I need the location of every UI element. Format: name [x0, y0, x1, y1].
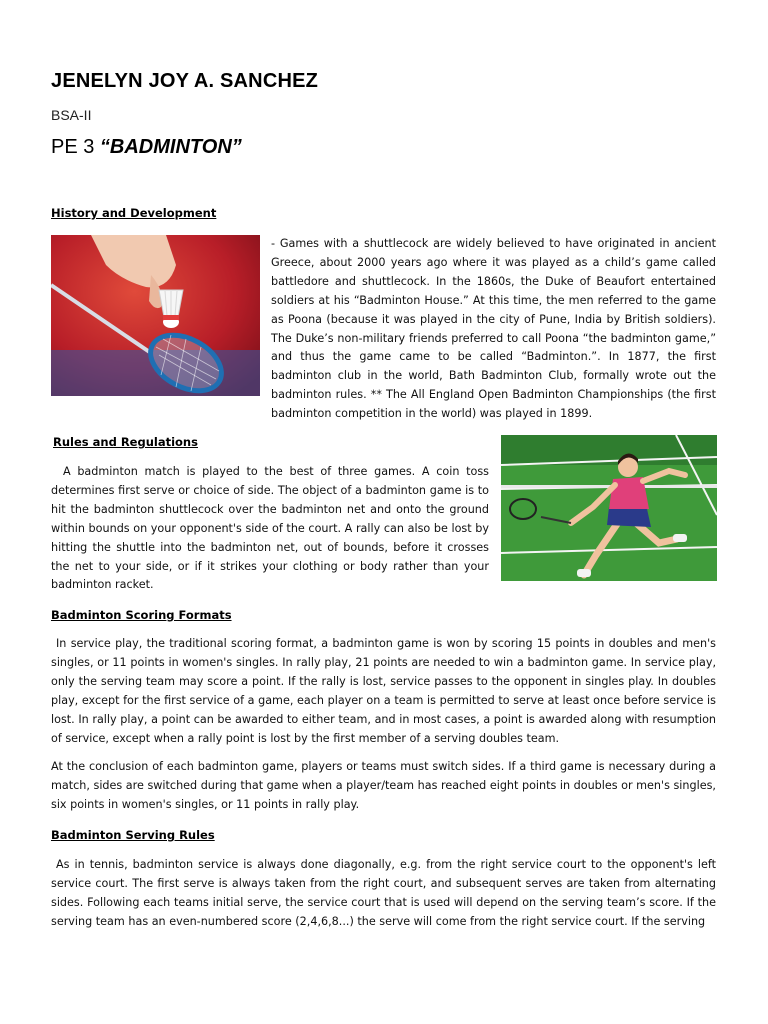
subject-prefix: PE 3: [51, 136, 95, 158]
rules-paragraph: A badminton match is played to the best of three games. A coin toss determines first serve or choice of side. The object of a badminton game is to hit the badminton shuttlecock over the badminton net and onto the ground within bounds on your opponent's side of the court. A rally can also be lost by hitting the shuttle into the badminton net, out of bounds, before it crosses the net to your side, or if it strikes your clothing or body rather than your badminton racket.: [51, 465, 489, 592]
serving-paragraph: As in tennis, badminton service is always done diagonally, e.g. from the right service court to the opponent's left service court. The first serve is always taken from the right court, and subsequent serves are taken from alternating sides. Following each teams initial serve, the service court that is used will depend on the serving team’s score. If the serving team has an even-numbered score (2,4,6,8...) the serve will come from the right service court. If the serving: [51, 858, 716, 928]
history-heading: History and Development: [51, 206, 217, 220]
badminton-player-photo: [501, 435, 717, 581]
course-label: BSA-II: [51, 107, 92, 123]
rules-heading: Rules and Regulations: [53, 435, 198, 449]
history-paragraph: - Games with a shuttlecock are widely believed to have originated in ancient Greece, about 2000 years ago where it was played as a child’s game called battledore and shuttlecock. In the 1860s, the Duke of Beaufort entertained soldiers at his “Badminton House.” At this time, the men referred to the game as Poona (because it was played in the city of Pune, India by British soldiers). The Duke’s non-military friends preferred to call Poona “the badminton game,” and thus the game came to be called “Badminton.”. In 1877, the first badminton club in the world, Bath Badminton Club, formally wrote out the badminton rules. ** The All England Open Badminton Championships (the first badminton competition in the world) was played in 1899.: [271, 237, 716, 421]
author-name: JENELYN JOY A. SANCHEZ: [51, 70, 319, 92]
scoring-heading: Badminton Scoring Formats: [51, 608, 232, 622]
subject-name: “BADMINTON”: [99, 136, 242, 158]
shuttlecock-racket-photo: [51, 235, 260, 396]
serving-heading: Badminton Serving Rules: [51, 828, 215, 842]
scoring-paragraph-2: At the conclusion of each badminton game, players or teams must switch sides. If a third game is necessary during a match, sides are switched during that game when a player/team has reached eight points in doubles or men's singles, six points in women's singles, or 11 points in rally play.: [51, 760, 716, 811]
subject-title: [51, 136, 242, 159]
scoring-paragraph-1: In service play, the traditional scoring format, a badminton game is won by scoring 15 points in doubles and men's singles, or 11 points in women's singles. In rally play, 21 points are needed to win a badminton game. In service play, only the serving team may score a point. If the rally is lost, service passes to the opponent in singles play. In doubles play, except for the first service of a game, each player on a team is permitted to serve at least once before service is lost. In rally play, a point can be awarded to either team, and in most cases, a point is awarded along with resumption of service, except when a rally point is lost by the first member of a serving doubles team.: [51, 637, 716, 745]
